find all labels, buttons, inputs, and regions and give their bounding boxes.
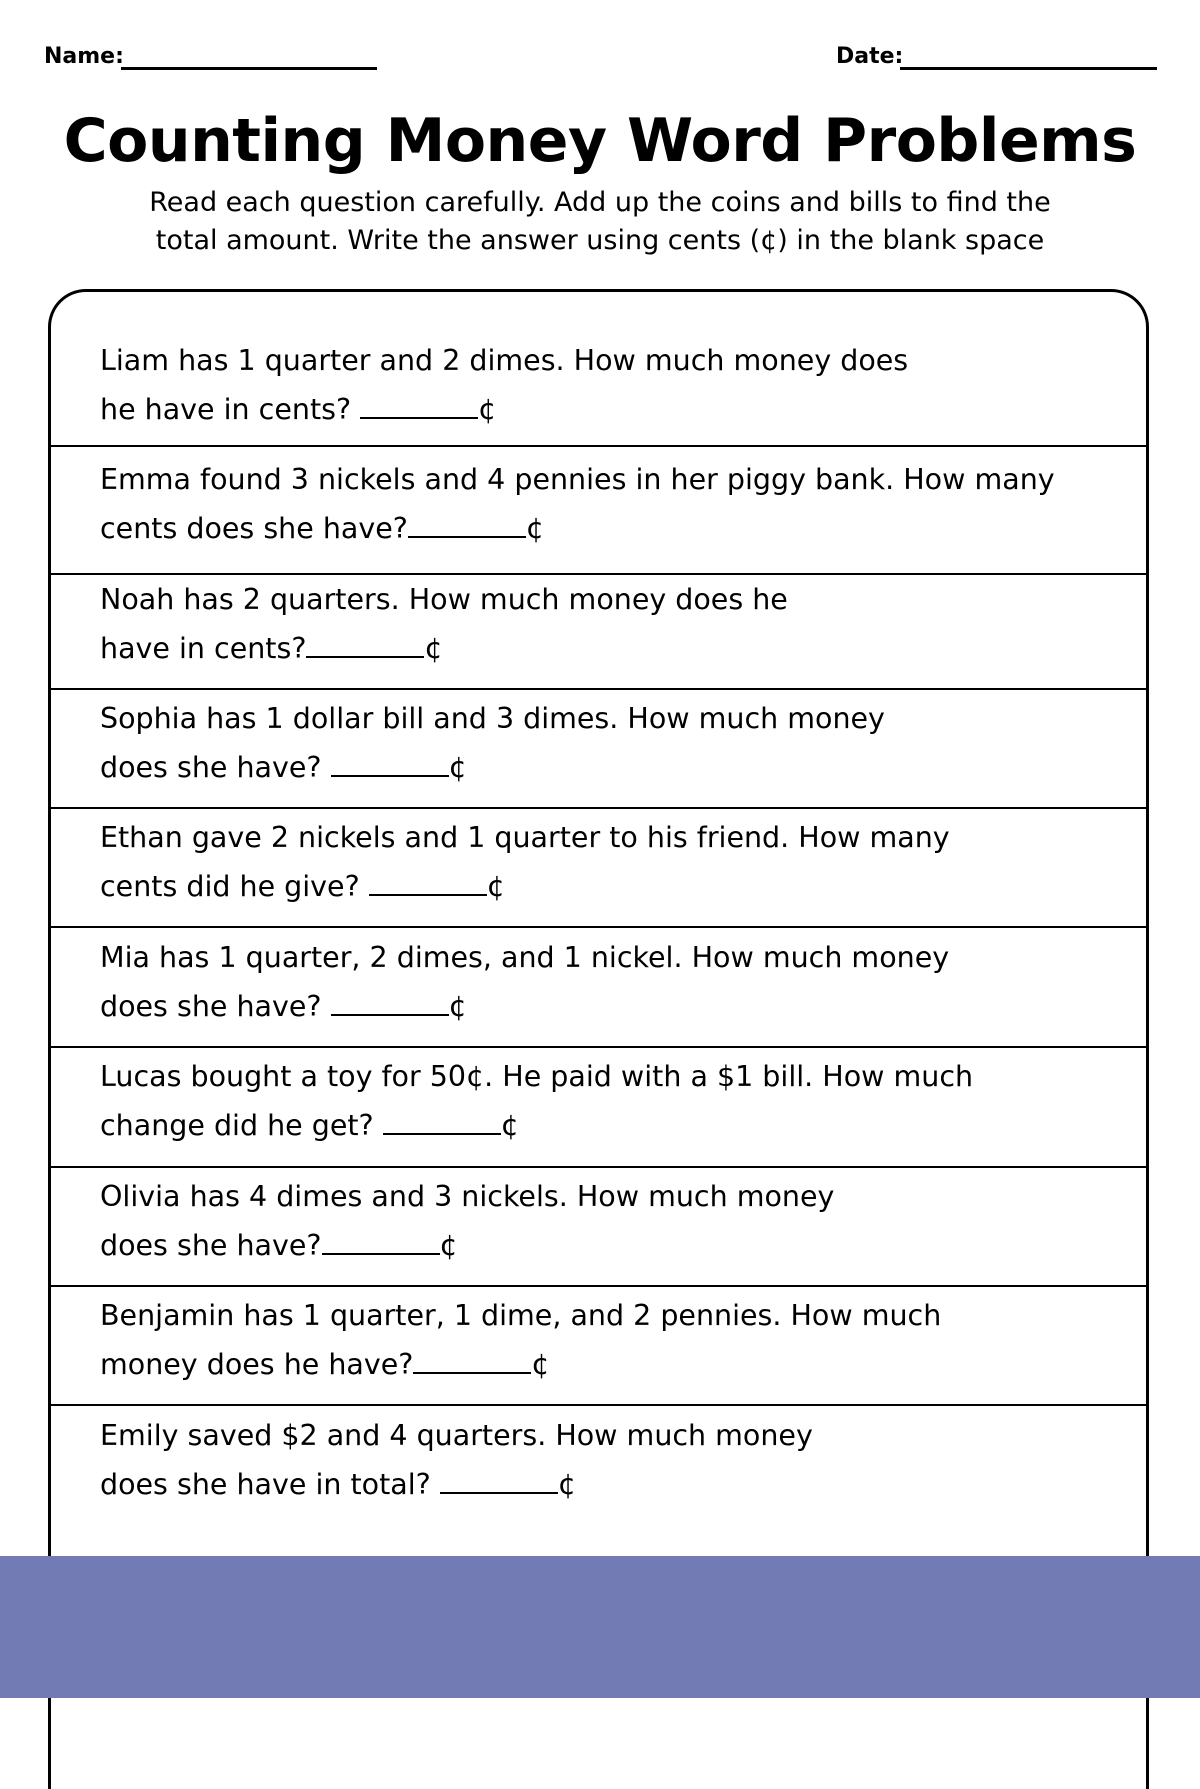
cent-unit: ¢: [448, 990, 467, 1023]
question-text-line-1: Lucas bought a toy for 50¢. He paid with a $1 bill. How much: [100, 1060, 974, 1093]
cent-unit: ¢: [448, 751, 467, 784]
question-prompt: cents did he give?: [100, 870, 369, 903]
question-prompt: cents does she have?: [100, 512, 408, 545]
cent-unit: ¢: [531, 1348, 550, 1381]
bottom-band: [0, 1556, 1200, 1698]
question-9: [100, 1291, 1130, 1389]
question-8: [100, 1172, 1130, 1270]
question-prompt: does she have in total?: [100, 1468, 440, 1501]
question-1: [100, 336, 1130, 434]
question-text-line-2: [100, 504, 1130, 553]
row-divider: [48, 688, 1149, 690]
worksheet-title: Counting Money Word Problems: [63, 106, 1137, 176]
question-prompt: does she have?: [100, 1229, 322, 1262]
answer-blank[interactable]: [331, 1013, 449, 1016]
question-text-line-2: [100, 1101, 1130, 1150]
question-6: [100, 933, 1130, 1031]
question-7: [100, 1052, 1130, 1150]
question-text-line-1: Olivia has 4 dimes and 3 nickels. How much money: [100, 1180, 835, 1213]
question-text-line-1: Emily saved $2 and 4 quarters. How much money: [100, 1419, 813, 1452]
row-divider: [48, 1285, 1149, 1287]
cent-unit: ¢: [557, 1468, 576, 1501]
question-10: [100, 1411, 1130, 1509]
question-prompt: does she have?: [100, 990, 331, 1023]
question-prompt: does she have?: [100, 751, 331, 784]
row-divider: [48, 1046, 1149, 1048]
row-divider: [48, 1166, 1149, 1168]
question-text-line-2: [100, 1221, 1130, 1270]
answer-blank[interactable]: [306, 655, 424, 658]
question-prompt: change did he get?: [100, 1109, 383, 1142]
question-text-line-2: [100, 982, 1130, 1031]
cent-unit: ¢: [424, 632, 443, 665]
question-3: [100, 575, 1130, 673]
question-4: [100, 694, 1130, 792]
instructions-line-1: Read each question carefully. Add up the coins and bills to find the: [149, 187, 1051, 218]
answer-blank[interactable]: [440, 1491, 558, 1494]
row-divider: [48, 445, 1149, 447]
answer-blank[interactable]: [408, 535, 526, 538]
question-2: [100, 455, 1130, 553]
question-text-line-1: Liam has 1 quarter and 2 dimes. How much money does: [100, 344, 909, 377]
question-5: [100, 813, 1130, 911]
question-text-line-2: [100, 624, 1130, 673]
name-label: Name:: [44, 44, 124, 69]
answer-blank[interactable]: [413, 1371, 531, 1374]
row-divider: [48, 926, 1149, 928]
question-text-line-1: Sophia has 1 dollar bill and 3 dimes. How much money: [100, 702, 885, 735]
row-divider: [48, 1404, 1149, 1406]
question-text-line-1: Emma found 3 nickels and 4 pennies in her piggy bank. How many: [100, 463, 1055, 496]
name-field[interactable]: [121, 67, 377, 70]
answer-blank[interactable]: [360, 416, 478, 419]
cent-unit: ¢: [500, 1109, 519, 1142]
question-text-line-1: Mia has 1 quarter, 2 dimes, and 1 nickel. How much money: [100, 941, 950, 974]
question-text-line-1: Benjamin has 1 quarter, 1 dime, and 2 pennies. How much: [100, 1299, 942, 1332]
answer-blank[interactable]: [369, 893, 487, 896]
date-label: Date:: [836, 44, 904, 69]
answer-blank[interactable]: [383, 1132, 501, 1135]
question-text-line-2: [100, 743, 1130, 792]
cent-unit: ¢: [525, 512, 545, 545]
question-text-line-1: Noah has 2 quarters. How much money does he: [100, 583, 788, 616]
question-text-line-1: Ethan gave 2 nickels and 1 quarter to his friend. How many: [100, 821, 950, 854]
instructions: [60, 184, 1140, 260]
question-text-line-2: [100, 1340, 1130, 1389]
question-prompt: have in cents?: [100, 632, 307, 665]
question-prompt: he have in cents?: [100, 393, 361, 426]
question-text-line-2: [100, 385, 1130, 434]
answer-blank[interactable]: [322, 1252, 440, 1255]
row-divider: [48, 807, 1149, 809]
date-field[interactable]: [900, 67, 1157, 70]
cent-unit: ¢: [439, 1229, 458, 1262]
answer-blank[interactable]: [331, 774, 449, 777]
cent-unit: ¢: [486, 870, 505, 903]
instructions-line-2: total amount. Write the answer using cents (¢) in the blank space: [155, 225, 1045, 256]
question-text-line-2: [100, 862, 1130, 911]
question-prompt: money does he have?: [100, 1348, 414, 1381]
question-text-line-2: [100, 1460, 1130, 1509]
cent-unit: ¢: [478, 393, 497, 426]
